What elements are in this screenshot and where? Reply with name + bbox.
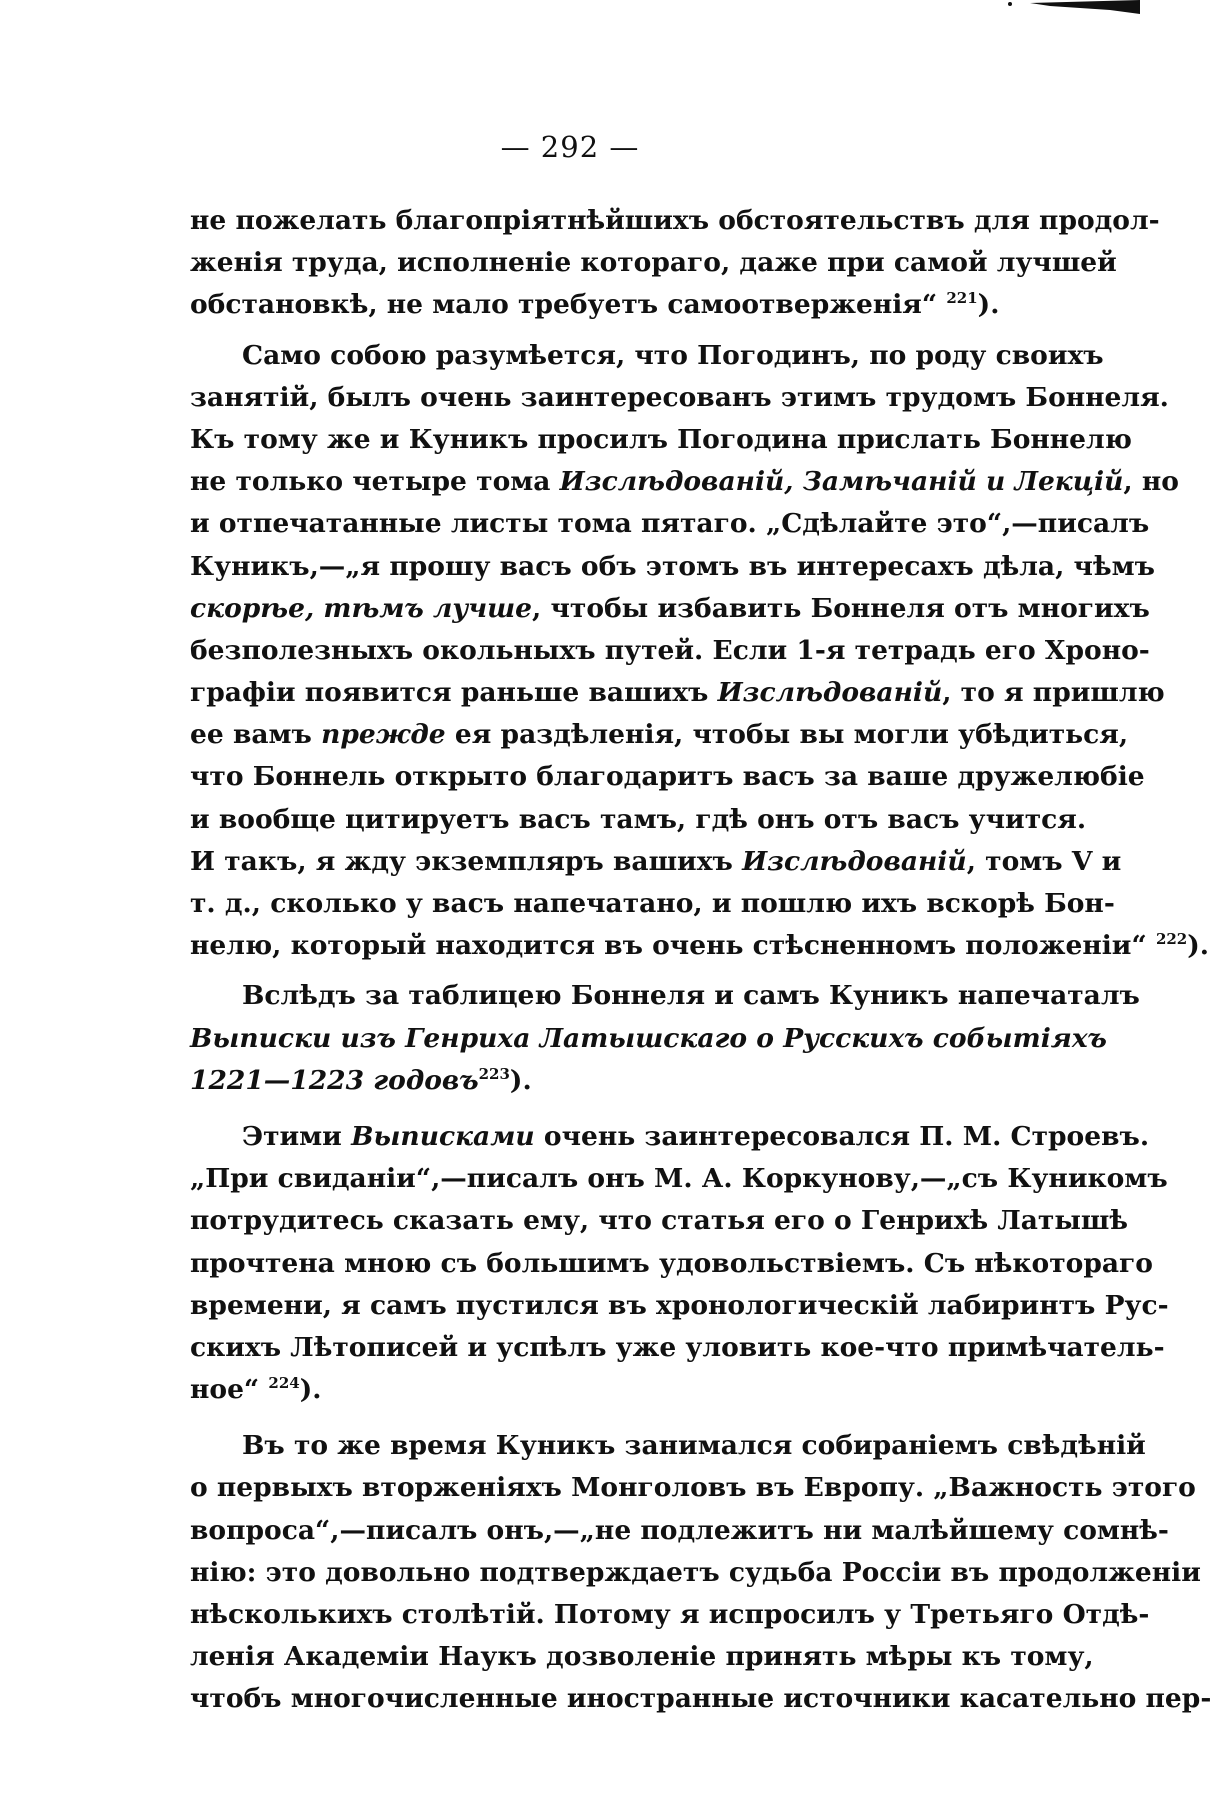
- text-line: Само собою разумѣется, что Погодинъ, по роду своихъ: [242, 339, 1104, 371]
- page-number: — 292 —: [500, 130, 640, 164]
- text-line: потрудитесь сказать ему, что статья его о Генрихѣ Латышѣ: [190, 1205, 1129, 1237]
- text-line: нелю, который находится въ очень стѣсненномъ положеніи“ $^{222}$).: [190, 930, 1210, 962]
- footnote-ref: 221: [946, 289, 978, 308]
- text-line: Въ то же время Куникъ занимался собираніемъ свѣдѣній: [242, 1430, 1146, 1462]
- text-line: женія труда, исполненіе котораго, даже при самой лучшей: [190, 247, 1117, 279]
- text-line: Вслѣдъ за таблицею Боннеля и самъ Куникъ напечаталъ: [242, 980, 1140, 1012]
- text-line: ное“ $^{224}$).: [190, 1374, 322, 1406]
- text-line: ленія Академіи Наукъ дозволеніе принять мѣры къ тому,: [190, 1641, 1094, 1673]
- text-line: графіи появится раньше вашихъ Изслѣдованій, то я пришлю: [190, 677, 1165, 709]
- text-line: обстановкѣ, не мало требуетъ самоотверженія“ $^{221}$).: [190, 289, 1000, 321]
- text-line: „При свиданіи“,—писалъ онъ М. А. Коркунову,—„съ Куникомъ: [190, 1163, 1168, 1195]
- text-line: нію: это довольно подтверждаетъ судьба Россіи въ продолженіи: [190, 1556, 1201, 1588]
- text-line: времени, я самъ пустился въ хронологическій лабиринтъ Рус-: [190, 1289, 1169, 1321]
- text-line: и вообще цитируетъ васъ тамъ, гдѣ онъ отъ васъ учится.: [190, 803, 1087, 835]
- text-line: и отпечатанные листы тома пятаго. „Сдѣлайте это“,—писалъ: [190, 508, 1150, 540]
- text-line: т. д., сколько у васъ напечатано, и пошлю ихъ вскорѣ Бон-: [190, 888, 1115, 919]
- text-line: что Боннель открыто благодаритъ васъ за ваше дружелюбіе: [190, 761, 1145, 793]
- text-line: занятій, былъ очень заинтересованъ этимъ трудомъ Боннеля.: [190, 381, 1169, 413]
- text-line: ее вамъ прежде ея раздѣленія, чтобы вы могли убѣдиться,: [190, 719, 1129, 751]
- text-line: Къ тому же и Куникъ просилъ Погодина прислать Боннелю: [190, 423, 1132, 455]
- text-line: скорѣе, тѣмъ лучше, чтобы избавить Боннеля отъ многихъ: [190, 592, 1150, 624]
- text-line: Этими Выписками очень заинтересовался П. М. Строевъ.: [242, 1120, 1150, 1152]
- text-line: вопроса“,—писалъ онъ,—„не подлежитъ ни малѣйшему сомнѣ-: [190, 1514, 1169, 1546]
- text-line: скихъ Лѣтописей и успѣлъ уже уловить кое-что примѣчатель-: [190, 1331, 1165, 1363]
- text-line: 1221—1223 годовъ$^{223}$).: [190, 1064, 532, 1096]
- footnote-ref: 222: [1155, 930, 1188, 949]
- text-line: прочтена мною съ большимъ удовольствіемъ. Съ нѣкотораго: [190, 1247, 1153, 1279]
- footnote-ref: 223: [478, 1064, 510, 1083]
- text-line: Выписки изъ Генриха Латышскаго о Русскихъ событіяхъ: [190, 1022, 1107, 1054]
- text-line: И такъ, я жду экземпляръ вашихъ Изслѣдованій, томъ V и: [190, 845, 1122, 877]
- text-line: безполезныхъ окольныхъ путей. Если 1-я тетрадь его Хроно-: [190, 634, 1150, 666]
- text-line: не пожелать благопріятнѣйшихъ обстоятельствъ для продол-: [190, 205, 1160, 236]
- text-line: нѣсколькихъ столѣтій. Потому я испросилъ у Третьяго Отдѣ-: [190, 1599, 1150, 1630]
- text-line: чтобъ многочисленные иностранные источники касательно пер-: [190, 1683, 1211, 1715]
- footnote-ref: 224: [268, 1374, 300, 1393]
- text-line: о первыхъ вторженіяхъ Монголовъ въ Европу. „Важность этого: [190, 1472, 1196, 1504]
- text-line: не только четыре тома Изслѣдованій, Замѣчаній и Лекцій, но: [190, 466, 1179, 498]
- scan-edge-mark: [990, 0, 1140, 14]
- text-line: Куникъ,—„я прошу васъ объ этомъ въ интересахъ дѣла, чѣмъ: [190, 550, 1155, 582]
- body-text: [190, 200, 1211, 1721]
